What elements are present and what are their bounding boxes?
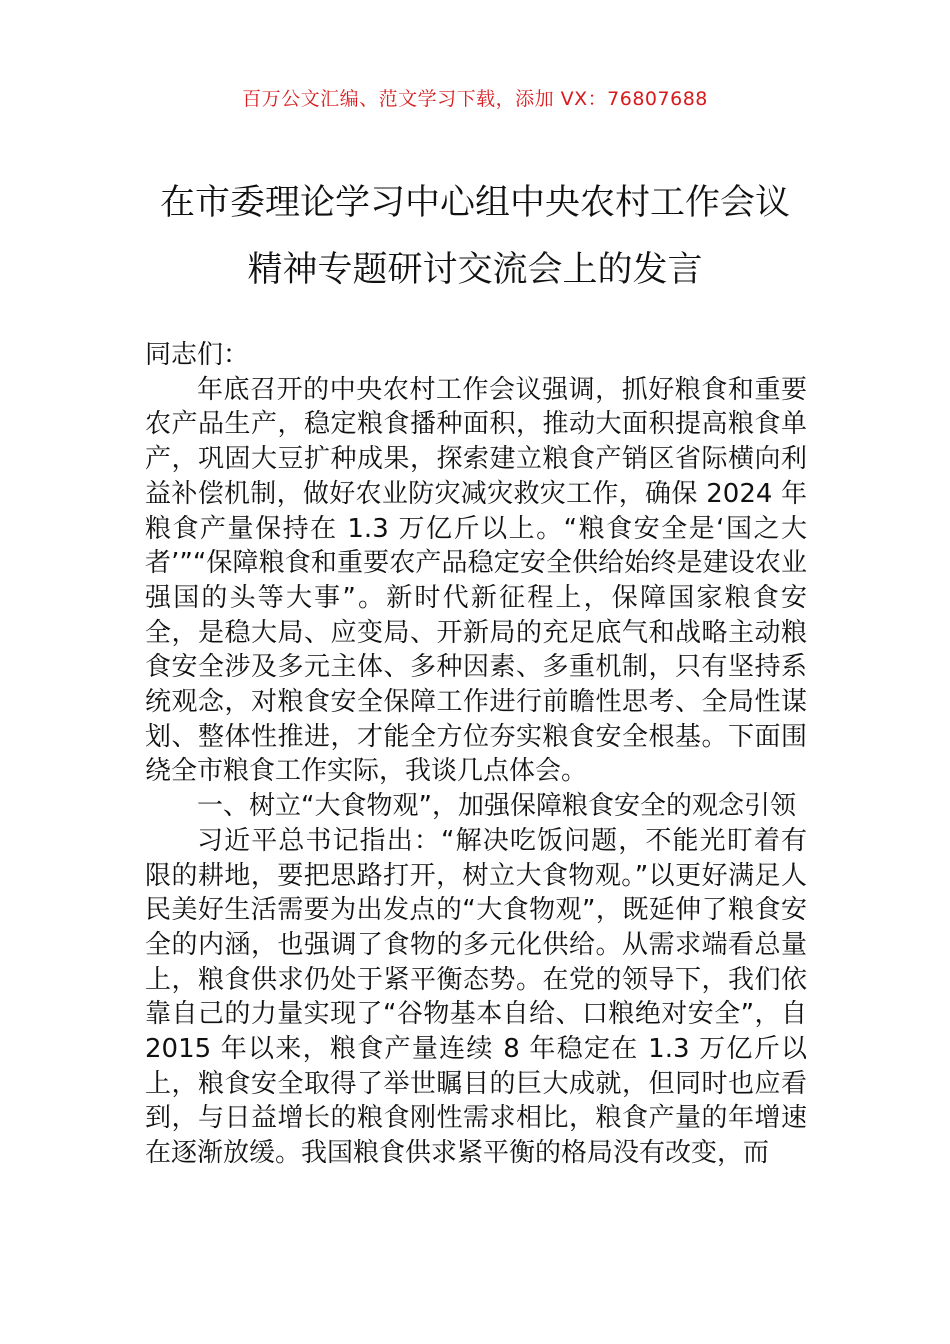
section-heading-1: 一、树立“大食物观”，加强保障粮食安全的观念引领 <box>197 791 796 822</box>
paragraph-intro: 年底召开的中央农村工作会议强调，抓好粮食和重要农产品生产，稳定粮食播种面积，推动大面积提高粮食单产，巩固大豆扩种成果，探索建立粮食产销区省际横向利益补偿机制，做好农业防灾减灾救灾工作，确保 2024 年粮食产量保持在 1.3 万亿斤以上。“粮食安全是‘国之大者’”“保障粮食和重要农产品稳定安全供给始终是建设农业强国的头等大事”。新时代新征程上，保障国家粮食安全，是稳大局、应变局、开新局的充足底气和战略主动粮食安全涉及多元主体、多种因素、多重机制，只有坚持系统观念，对粮食安全保障工作进行前瞻性思考、全局性谋划、整体性推进，才能全方位夯实粮食安全根基。下面围绕全市粮食工作实际，我谈几点体会。 <box>145 374 807 787</box>
document-title <box>120 170 830 304</box>
document-body <box>145 338 807 1171</box>
header-note: 百万公文汇编、范文学习下载，添加 VX：76807688 <box>242 88 708 110</box>
title-line-2: 精神专题研讨交流会上的发言 <box>247 250 703 290</box>
title-line-1: 在市委理论学习中心组中央农村工作会议 <box>159 183 790 223</box>
paragraph-section-1: 习近平总书记指出：“解决吃饭问题，不能光盯着有限的耕地，要把思路打开，树立大食物观。”以更好满足人民美好生活需要为出发点的“大食物观”，既延伸了粮食安全的内涵，也强调了食物的多元化供给。从需求端看总量上，粮食供求仍处于紧平衡态势。在党的领导下，我们依靠自己的力量实现了“谷物基本自给、口粮绝对安全”，自 2015 年以来，粮食产量连续 8 年稳定在 1.3 万亿斤以上，粮食安全取得了举世瞩目的巨大成就，但同时也应看到，与日益增长的粮食刚性需求相比，粮食产量的年增速在逐渐放缓。我国粮食供求紧平衡的格局没有改变，而 <box>145 825 807 1169</box>
salutation: 同志们： <box>145 340 250 370</box>
